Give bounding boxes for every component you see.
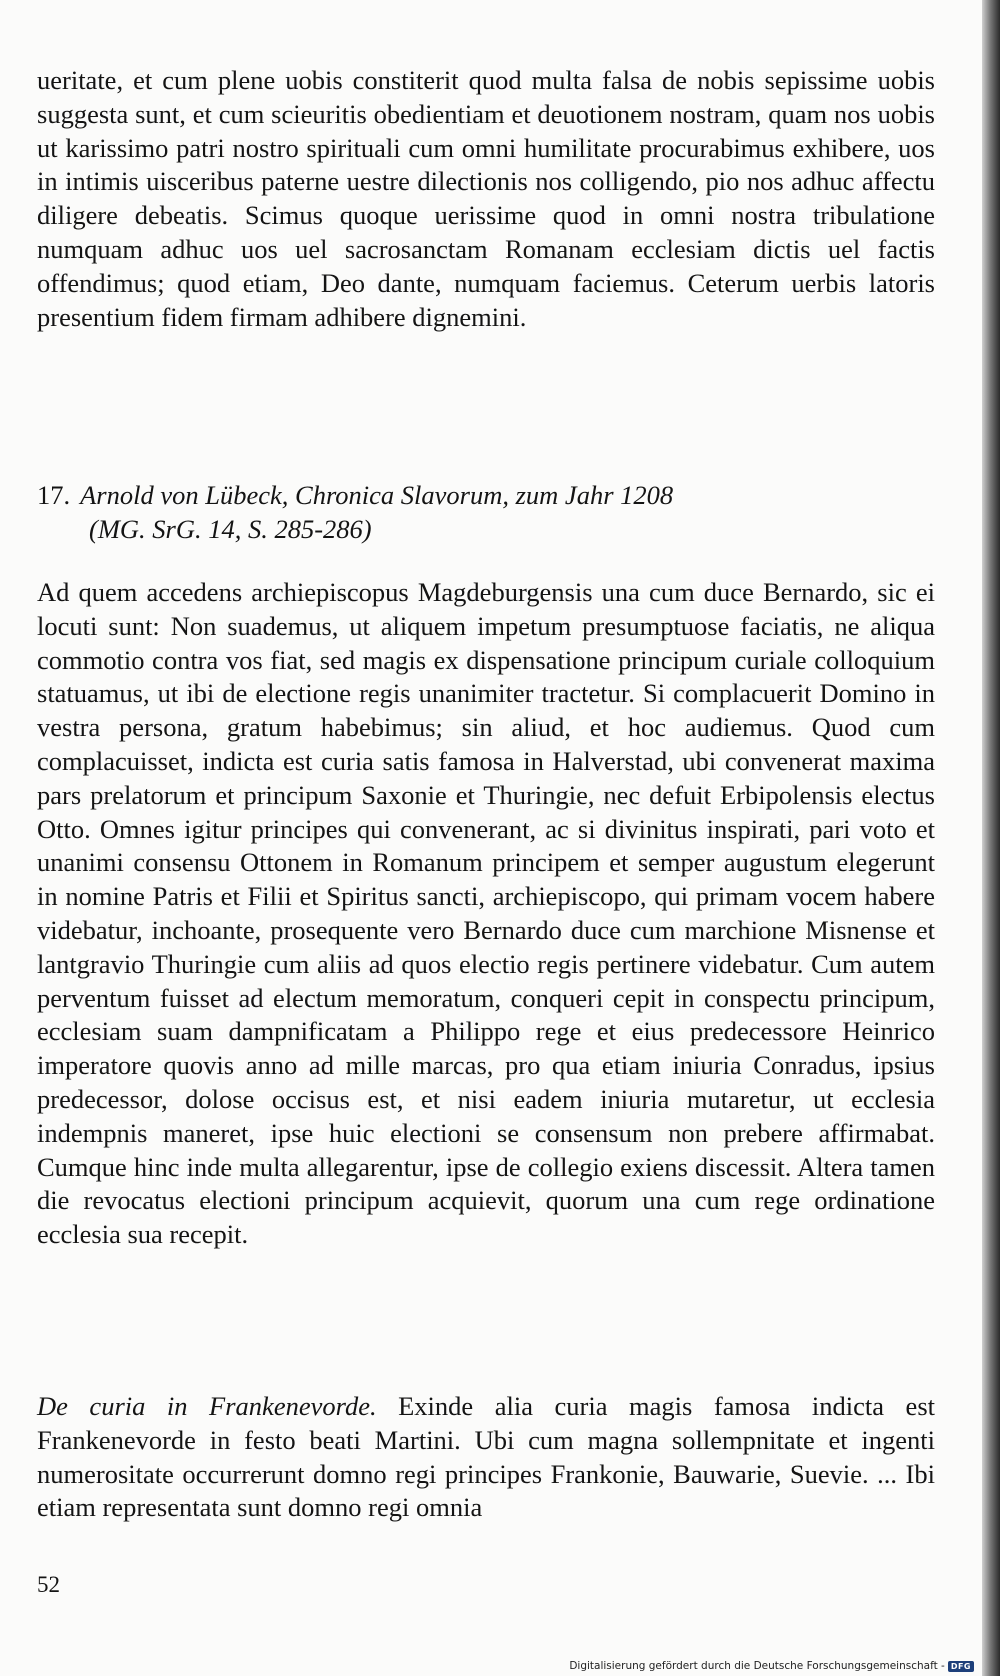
section-title: Arnold von Lübeck, Chronica Slavorum, zum Jahr 1208: [80, 480, 674, 510]
paragraph-top-text: ueritate, et cum plene uobis constiterit quod multa falsa de nobis sepissime uobis suggesta sunt, et cum scieuritis obedientiam et deuotionem nostram, quam nos uobis ut karissimo patri nostro spirituali cum omni humilitate procurabimus exhibere, uos in intimis uisceribus paterne uestre dilectionis nos colligendo, pio nos adhuc affectu diligere debeatis. Scimus quoque uerissime quod in omni nostra tribulatione numquam adhuc uos uel sacrosanctam Romanam ecclesiam dictis uel factis offendimus; quod etiam, Deo dante, numquam faciemus. Ceterum uerbis latoris presentium fidem firmam adhibere dignemini.: [37, 65, 935, 332]
page-number: 52: [37, 1572, 60, 1597]
paragraph-top: [37, 64, 935, 334]
curia-subtitle: De curia in Frankenevorde.: [37, 1391, 377, 1421]
paragraph-main-text: Ad quem accedens archiepiscopus Magdeburgensis una cum duce Bernardo, sic ei locuti sunt: Non suademus, ut aliquem impetum presumptuose faciatis, ne aliqua commotio contra vos fiat, sed magis ex dispensatione principum curiale colloquium statuamus, ut ibi de electione regis unanimiter tractetur. Si complacuerit Domino in vestra persona, gratum habebimus; sin aliud, et hoc audiemus. Quod cum complacuisset, indicta est curia satis famosa in Halverstad, ubi convenerat maxima pars prelatorum et principum Saxonie et Thuringie, nec defuit Erbipolensis electus Otto. Omnes igitur principes qui convenerant, ac si divinitus inspirati, pari voto et unanimi consensu Ottonem in Romanum principem et semper augustum elegerunt in nomine Patris et Filii et Spiritus sancti, archiepiscopo, qui primam vocem habere videbatur, inchoante, prosequente vero Bernardo duce cum marchione Misnense et lantgravio Thuringie cum aliis ad quos electio regis pertinere videbatur. Cum autem perventum fuisset ad electum memoratum, conqueri cepit in conspectu principum, ecclesiam suam dampnificatam a Philippo rege et eius predecessore Heinrico imperatore quovis anno ad mille marcas, pro qua etiam iniuria Conradus, ipsius predecessor, dolose occisus est, et nisi eadem iniuria mutaretur, ut ecclesia indempnis maneret, ipse huic electioni se consensum non prebere affirmabat. Cumque hinc inde multa allegarentur, ipse de collegio exiens discessit. Altera tamen die revocatus electioni principum acquievit, quorum una cum rege ordinatione ecclesia sua recepit.: [37, 577, 935, 1250]
footer-credit: [569, 1660, 974, 1672]
paragraph-curia: [37, 1390, 935, 1525]
footer-credit-text: Digitalisierung gefördert durch die Deutsche Forschungsgemeinschaft -: [569, 1660, 945, 1672]
paragraph-main: [37, 576, 935, 1252]
curia-text: Exinde alia curia magis famosa indicta est Frankenevorde in festo beati Martini. Ubi cum magna sollempnitate et ingenti numerositate occurrerunt domno regi principes Frankonie, Bauwarie, Suevie. ... Ibi etiam representata sunt domno regi omnia: [37, 1391, 935, 1523]
page-edge-shadow: [982, 0, 1000, 1676]
dfg-logo-icon: DFG: [948, 1661, 974, 1672]
section-source: (MG. SrG. 14, S. 285-286): [89, 514, 372, 544]
section-heading: [37, 478, 935, 546]
section-number: 17.: [37, 480, 71, 510]
